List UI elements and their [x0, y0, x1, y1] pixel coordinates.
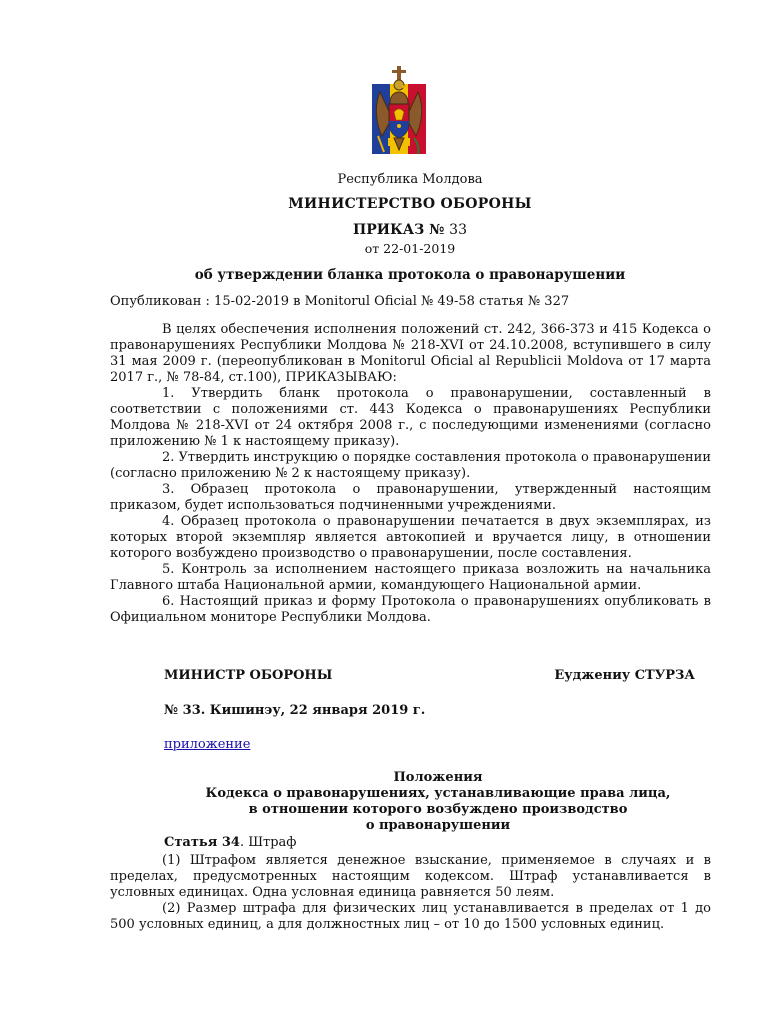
order-title: об утверждении бланка протокола о правонарушении	[194, 267, 626, 283]
signature-name: Еуджениу СТУРЗА	[554, 668, 695, 683]
publication-info: Опубликован : 15-02-2019 в Monitorul Oficial № 49-58 статья № 327	[110, 294, 570, 309]
place-text: . Кишинэу, 22 января 2019 г.	[200, 703, 426, 718]
article-paragraph: (1) Штрафом является денежное взыскание, применяемое в случаях и в пределах, предусмотренных настоящим кодексом. Штраф устанавливается в условных единицах. Одна условная единица равняется 50 леям.	[110, 853, 711, 900]
appendix-link[interactable]: приложение	[164, 737, 251, 752]
body-paragraph: 2. Утвердить инструкцию о порядке составления протокола о правонарушении (согласно приложению № 2 к настоящему приказу).	[110, 450, 712, 481]
coat-of-arms-icon	[372, 66, 426, 166]
body-paragraph: 1. Утвердить бланк протокола о правонарушении, составленный в соответствии с положениями ст. 443 Кодекса о правонарушениях Республики Молдова № 218-XVI от 24 октября 2008 г., с последующими изменениями (согласно приложению № 1 к настоящему приказу).	[110, 386, 711, 449]
article-label: Статья 34	[164, 835, 240, 850]
article-body	[110, 853, 711, 933]
body-paragraph: В целях обеспечения исполнения положений ст. 242, 366-373 и 415 Кодекса о правонарушениях Республики Молдова № 218-XVI от 24.10.2008, вступившего в силу 31 мая 2009 г. (переопубликован в Monitorul Oficial al Republicii Moldova от 17 марта 2017 г., № 78-84, ст.100), ПРИКАЗЫВАЮ:	[110, 322, 711, 385]
place-order-number: № 33	[164, 703, 201, 718]
section-title-line: Положения	[393, 770, 483, 785]
section-title-line: Кодекса о правонарушениях, устанавливающие права лица,	[205, 786, 671, 801]
order-number-value: 33	[449, 222, 467, 238]
order-body	[110, 322, 711, 626]
republic-name: Республика Молдова	[337, 172, 483, 187]
section-title-line: о правонарушении	[365, 818, 511, 833]
body-paragraph: 6. Настоящий приказ и форму Протокола о правонарушениях опубликовать в Официальном мониторе Республики Молдова.	[110, 594, 711, 625]
order-label: ПРИКАЗ №	[352, 222, 445, 238]
body-paragraph: 3. Образец протокола о правонарушении, утвержденный настоящим приказом, будет использоваться подчиненными учреждениями.	[110, 482, 711, 513]
ministry-name: МИНИСТЕРСТВО ОБОРОНЫ	[288, 196, 532, 212]
body-paragraph: 5. Контроль за исполнением настоящего приказа возложить на начальника Главного штаба Национальной армии, командующего Национальной армии.	[110, 562, 711, 593]
article-paragraph: (2) Размер штрафа для физических лиц устанавливается в пределах от 1 до 500 условных единиц, а для должностных лиц – от 10 до 1500 условных единиц.	[110, 901, 711, 932]
article-heading	[164, 835, 296, 850]
signature-title: МИНИСТР ОБОРОНЫ	[164, 668, 333, 683]
order-number	[110, 222, 710, 238]
body-paragraph: 4. Образец протокола о правонарушении печатается в двух экземплярах, из которых второй экземпляр является автокопией и вручается лицу, в отношении которого возбуждено производство о правонарушении, после составления.	[110, 514, 711, 561]
article-title: . Штраф	[239, 835, 297, 850]
order-date: от 22-01-2019	[364, 241, 456, 256]
place-date-line	[164, 703, 425, 718]
section-title-line: в отношении которого возбуждено производство	[248, 802, 628, 817]
